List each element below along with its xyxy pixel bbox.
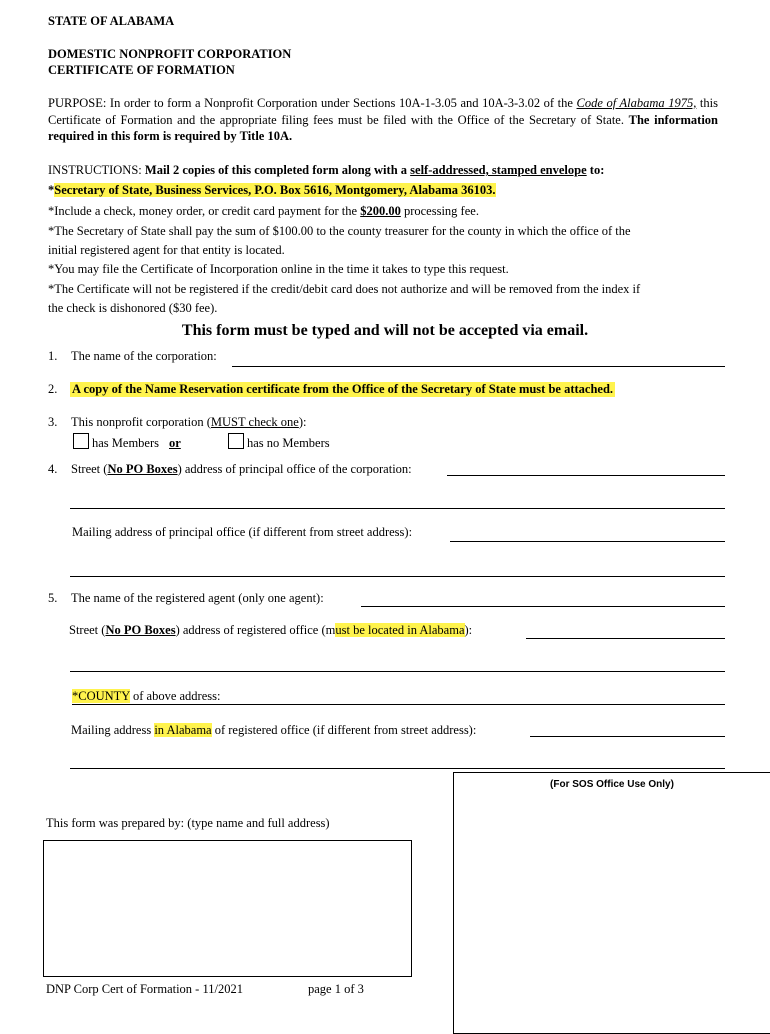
principal-street-field-line2[interactable] bbox=[70, 508, 725, 509]
code-reference: Code of Alabama 1975, bbox=[576, 96, 697, 110]
corporation-type-label: This nonprofit corporation (MUST check one): bbox=[71, 415, 307, 429]
sos-office-use-box bbox=[453, 772, 770, 1034]
item-3-number: 3. bbox=[48, 415, 58, 429]
corporation-name-field[interactable] bbox=[232, 366, 725, 367]
name-reservation-notice: A copy of the Name Reservation certificate from the Office of the Secretary of State must be attached. bbox=[72, 382, 614, 396]
online-instruction: *You may file the Certificate of Incorporation online in the time it takes to type this request. bbox=[48, 262, 509, 276]
county-field[interactable] bbox=[72, 704, 725, 705]
dishonor-instruction-1: *The Certificate will not be registered if the credit/debit card does not authorize and will be removed from the index if bbox=[48, 282, 641, 296]
registered-mailing-field-line2[interactable] bbox=[70, 768, 725, 769]
registered-mailing-field[interactable] bbox=[530, 736, 725, 737]
prepared-by-label: This form was prepared by: (type name and full address) bbox=[46, 816, 330, 830]
principal-street-field[interactable] bbox=[447, 475, 725, 476]
registered-mailing-label: Mailing address in Alabama of registered office (if different from street address): bbox=[71, 723, 477, 737]
form-title-line1: DOMESTIC NONPROFIT CORPORATION bbox=[48, 47, 292, 61]
no-members-checkbox[interactable] bbox=[228, 433, 244, 449]
principal-mailing-field[interactable] bbox=[450, 541, 725, 542]
fee-instruction: *Include a check, money order, or credit card payment for the $200.00 processing fee. bbox=[48, 204, 479, 218]
item-4-number: 4. bbox=[48, 462, 58, 476]
registered-street-field-line2[interactable] bbox=[70, 671, 725, 672]
typed-only-notice: This form must be typed and will not be accepted via email. bbox=[181, 322, 589, 339]
item-5-number: 5. bbox=[48, 591, 58, 605]
principal-mailing-label: Mailing address of principal office (if different from street address): bbox=[72, 525, 413, 539]
item-2-number: 2. bbox=[48, 382, 58, 396]
no-members-option[interactable]: has no Members bbox=[228, 433, 330, 451]
state-heading: STATE OF ALABAMA bbox=[48, 14, 175, 28]
form-id: DNP Corp Cert of Formation - 11/2021 bbox=[46, 982, 243, 996]
instructions-line: INSTRUCTIONS: Mail 2 copies of this completed form along with a self-addressed, stamped envelope to: bbox=[48, 163, 605, 177]
corporation-name-label: The name of the corporation: bbox=[71, 349, 217, 363]
principal-street-label: Street (No PO Boxes) address of principal office of the corporation: bbox=[71, 462, 412, 476]
county-label: *COUNTY of above address: bbox=[72, 689, 221, 703]
has-members-option[interactable]: has Members or bbox=[73, 433, 181, 451]
item-1-number: 1. bbox=[48, 349, 58, 363]
principal-mailing-field-line2[interactable] bbox=[70, 576, 725, 577]
dishonor-instruction-2: the check is dishonored ($30 fee). bbox=[48, 301, 218, 315]
county-instruction-1: *The Secretary of State shall pay the sum of $100.00 to the county treasurer for the county in which the office of the bbox=[48, 224, 631, 238]
registered-agent-field[interactable] bbox=[361, 606, 725, 607]
form-title-line2: CERTIFICATE OF FORMATION bbox=[48, 63, 235, 77]
registered-street-field[interactable] bbox=[526, 638, 725, 639]
page-number: page 1 of 3 bbox=[308, 982, 364, 996]
sos-office-use-label: (For SOS Office Use Only) bbox=[550, 779, 674, 790]
prepared-by-box[interactable] bbox=[43, 840, 412, 977]
envelope-requirement: self-addressed, stamped envelope bbox=[410, 163, 587, 177]
registered-agent-label: The name of the registered agent (only one agent): bbox=[71, 591, 324, 605]
purpose-paragraph: PURPOSE: In order to form a Nonprofit Corporation under Sections 10A-1-3.05 and 10A-3-3.02 of the Code of Alabama 1975, this Certificate of Formation and the appropriate filing fees must be filed with the Office of the Secretary of State. The information required in this form is required by Title 10A. bbox=[48, 96, 718, 143]
county-instruction-2: initial registered agent for that entity is located. bbox=[48, 243, 285, 257]
mailing-address: *Secretary of State, Business Services, P.O. Box 5616, Montgomery, Alabama 36103. bbox=[48, 183, 496, 197]
registered-street-label: Street (No PO Boxes) address of registered office (must be located in Alabama): bbox=[69, 623, 473, 637]
has-members-checkbox[interactable] bbox=[73, 433, 89, 449]
